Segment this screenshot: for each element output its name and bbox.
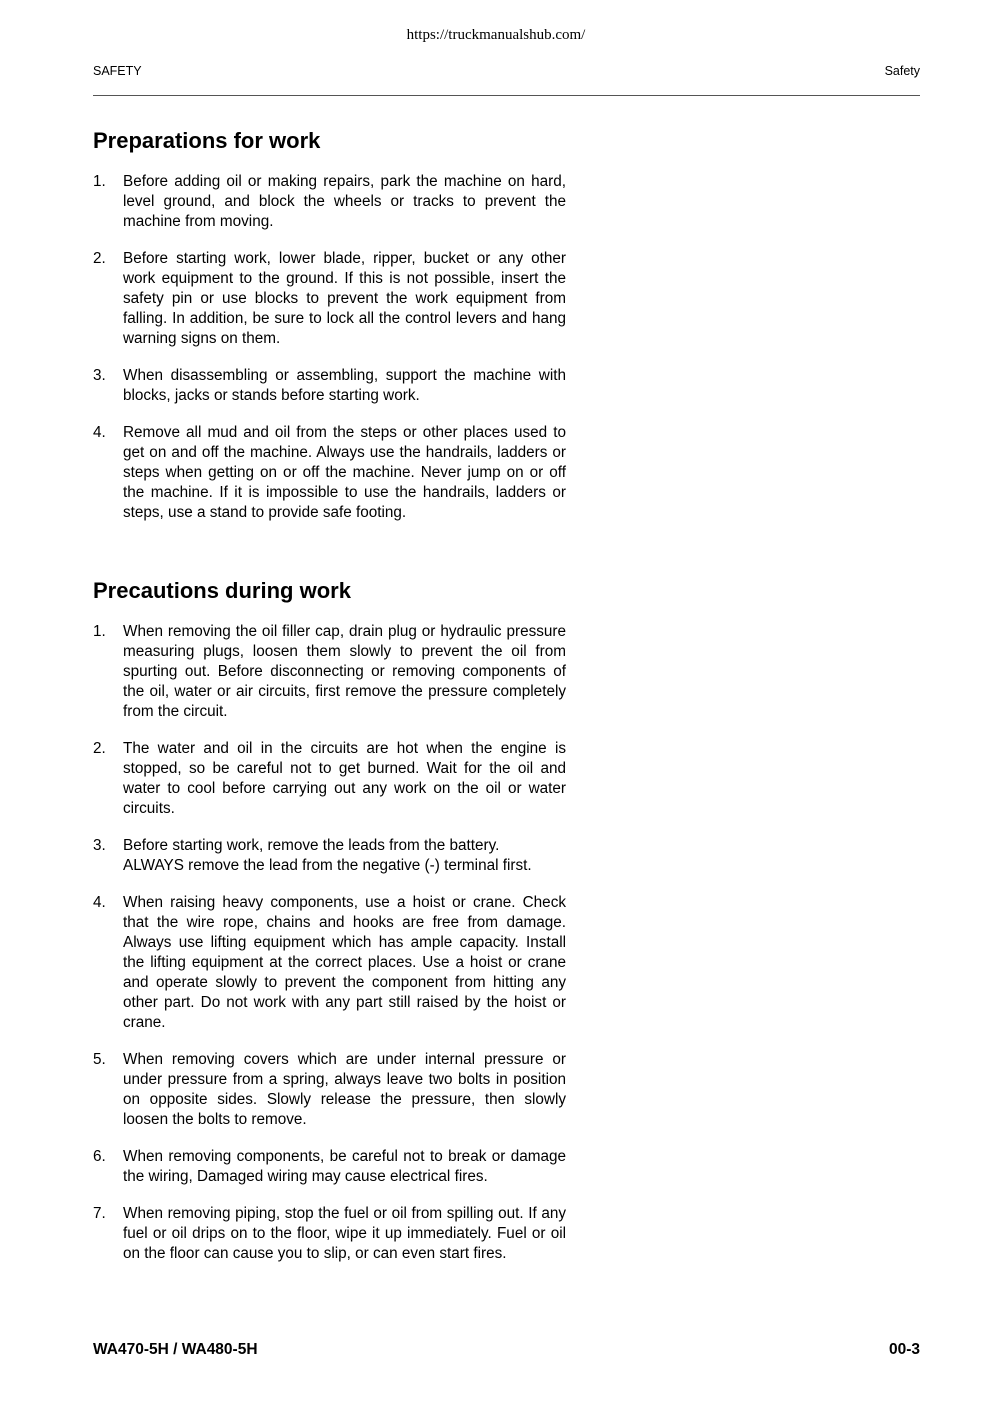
item-number: 3. — [93, 837, 106, 854]
item-number: 2. — [93, 250, 106, 267]
item-text: When removing piping, stop the fuel or oil from spilling out. If any fuel or oil drips on to the floor, wipe it up immediately. Fuel or oil on the floor can cause you to slip, or can even start fires. — [123, 1205, 566, 1262]
list-item — [93, 366, 566, 406]
header-section-label: SAFETY — [93, 64, 142, 78]
list-item — [93, 622, 566, 722]
item-text: Before starting work, remove the leads from the battery. — [123, 837, 500, 854]
item-text: When removing covers which are under internal pressure or under pressure from a spring, always leave two bolts in position on opposite sides. Slowly release the pressure, then slowly loosen the bolts to remove. — [123, 1051, 566, 1128]
item-text: Remove all mud and oil from the steps or other places used to get on and off the machine. Always use the handrails, ladders or steps when getting on or off the machine. Never jump on or off the machine. If it is impossible to use the handrails, ladders or steps, use a stand to provide safe footing. — [123, 424, 566, 521]
item-text: When disassembling or assembling, support the machine with blocks, jacks or stands before starting work. — [123, 367, 566, 404]
section-title: Preparations for work — [93, 128, 321, 153]
footer-page-number: 00-3 — [888, 1341, 920, 1358]
list-item — [93, 1204, 566, 1264]
list-item — [93, 893, 566, 1033]
item-text: When removing components, be careful not to break or damage the wiring, Damaged wiring may cause electrical fires. — [123, 1148, 566, 1185]
list-item — [93, 423, 566, 523]
precautions-list-container — [93, 622, 566, 1281]
item-text: Before adding oil or making repairs, park the machine on hard, level ground, and block the wheels or tracks to prevent the machine from moving. — [123, 173, 566, 230]
item-text: The water and oil in the circuits are hot when the engine is stopped, so be careful not to get burned. Wait for the oil and water to cool before carrying out any work on the oil or water circuits. — [123, 740, 566, 817]
item-number: 7. — [93, 1205, 106, 1222]
item-number: 5. — [93, 1051, 106, 1068]
preparations-list — [93, 172, 566, 523]
header-divider — [93, 95, 920, 96]
item-text: When removing the oil filler cap, drain plug or hydraulic pressure measuring plugs, loosen them slowly to prevent the oil from spurting out. Before disconnecting or removing components of the oil, water or air circuits, first remove the pressure completely from the circuit. — [123, 623, 566, 720]
source-url: https://truckmanualshub.com/ — [406, 27, 586, 43]
preparations-list-container — [93, 172, 566, 540]
list-item — [93, 1147, 566, 1187]
footer-model: WA470-5H / WA480-5H — [93, 1341, 258, 1358]
item-number: 4. — [93, 424, 106, 441]
precautions-list — [93, 622, 566, 1264]
list-item — [93, 249, 566, 349]
item-text: Before starting work, lower blade, ripper, bucket or any other work equipment to the ground. If this is not possible, insert the safety pin or use blocks to prevent the work equipment from falling. In addition, be sure to lock all the control levers and hang warning signs on them. — [123, 250, 566, 347]
item-number: 4. — [93, 894, 106, 911]
section-precautions — [93, 577, 566, 605]
item-number: 1. — [93, 173, 106, 190]
item-text-line2: ALWAYS remove the lead from the negative (-) terminal first. — [123, 857, 532, 874]
list-item — [93, 739, 566, 819]
section-title: Precautions during work — [93, 578, 351, 603]
item-number: 1. — [93, 623, 106, 640]
list-item — [93, 836, 566, 876]
item-text: When raising heavy components, use a hoist or crane. Check that the wire rope, chains and hooks are free from damage. Always use lifting equipment which has ample capacity. Install the lifting equipment at the correct places. Use a hoist or crane and operate slowly to prevent the component from hitting any other part. Do not work with any part still raised by the hoist or crane. — [123, 894, 566, 1031]
list-item — [93, 1050, 566, 1130]
list-item — [93, 172, 566, 232]
item-number: 2. — [93, 740, 106, 757]
item-number: 3. — [93, 367, 106, 384]
section-preparations — [93, 127, 566, 155]
item-number: 6. — [93, 1148, 106, 1165]
header-chapter-label: Safety — [884, 64, 920, 78]
